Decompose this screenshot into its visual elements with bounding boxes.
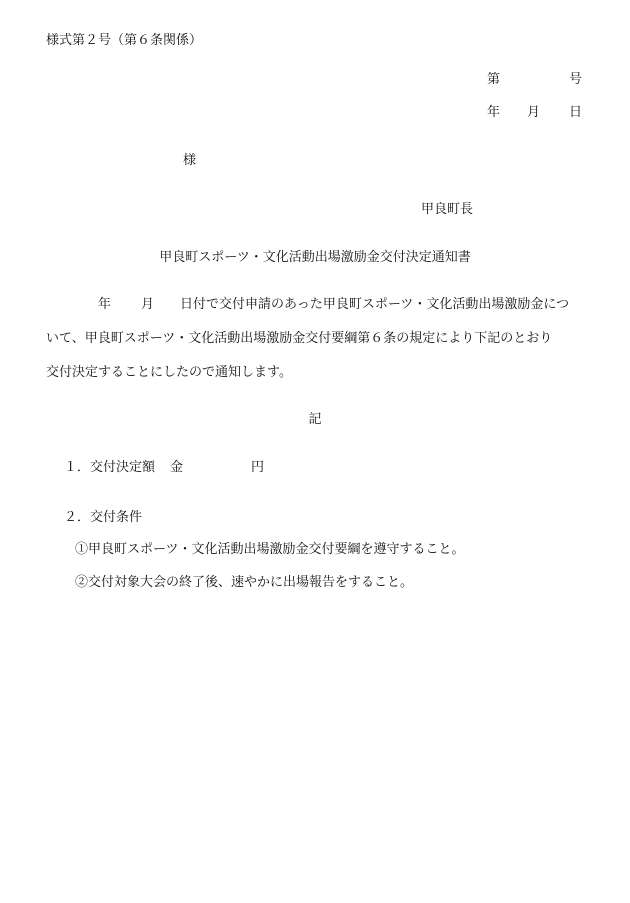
body-line-2: いて、甲良町スポーツ・文化活動出場激励金交付要綱第６条の規定により下記のとおり (46, 331, 553, 346)
item1-amount-prefix: 金 (170, 460, 184, 475)
item1-amount-unit: 円 (251, 460, 265, 475)
body-line-1: 日付で交付申請のあった甲良町スポーツ・文化活動出場激励金につ (180, 297, 570, 312)
date-day-label: 日 (569, 105, 583, 120)
body-line-3: 交付決定することにしたので通知します。 (46, 365, 292, 380)
item1-label: １．交付決定額 (64, 460, 156, 475)
body-year-label: 年 (98, 297, 112, 312)
form-number: 様式第２号（第６条関係） (46, 33, 203, 48)
condition-item: ①甲良町スポーツ・文化活動出場激励金交付要綱を遵守すること。 (75, 542, 465, 557)
condition-item: ②交付対象大会の終了後、速やかに出場報告をすること。 (75, 575, 414, 590)
date-month-label: 月 (527, 105, 541, 120)
addressee-honorific: 様 (183, 153, 197, 168)
sender-name: 甲良町長 (421, 202, 474, 217)
document-number-suffix: 号 (569, 72, 583, 87)
body-month-label: 月 (141, 297, 155, 312)
document-title: 甲良町スポーツ・文化活動出場激励金交付決定通知書 (159, 250, 471, 265)
document-number-prefix: 第 (487, 72, 501, 87)
date-year-label: 年 (487, 105, 501, 120)
item2-label: ２．交付条件 (64, 510, 143, 525)
ki-heading: 記 (308, 412, 322, 427)
